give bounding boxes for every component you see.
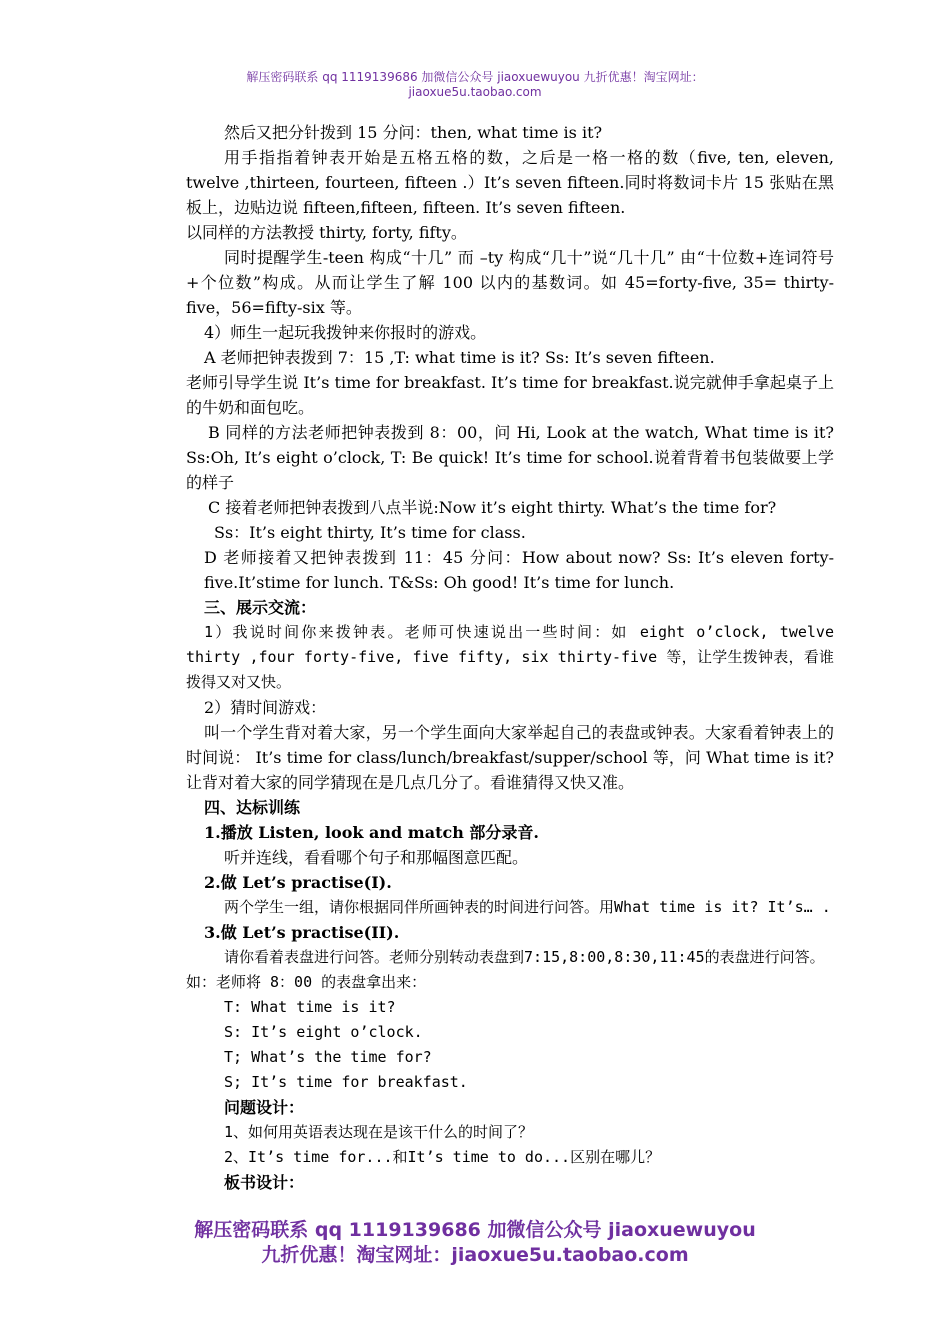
section-heading: 三、展示交流： bbox=[204, 598, 317, 617]
document-body bbox=[186, 120, 834, 1195]
paragraph: 同时提醒学生-teen 构成“十几” 而 –ty 构成“几十”说“几十几” 由“十位数+连词符号+个位数”构成。从而让学生了解 100 以内的基数词。如 45=forty-five, 35= thirty-five，56=fifty-six 等。 bbox=[186, 248, 834, 317]
dialogue-line: T: What time is it? bbox=[224, 998, 396, 1016]
dialogue-line: S; It’s time for breakfast. bbox=[224, 1073, 468, 1091]
dialogue-line: S: It’s eight o’clock. bbox=[224, 1023, 423, 1041]
section-heading: 板书设计： bbox=[224, 1173, 305, 1192]
footer-line-1: 解压密码联系 qq 1119139686 加微信公众号 jiaoxuewuyou bbox=[194, 1219, 756, 1241]
paragraph: Ss：It’s eight thirty, It’s time for class. bbox=[214, 523, 526, 542]
paragraph: 4）师生一起玩我拨钟来你报时的游戏。 bbox=[204, 323, 487, 342]
paragraph: 1）我说时间你来拨钟表。老师可快速说出一些时间：如 eight o’clock, twelve thirty ,four forty-five, five fifty, six thirty-five 等，让学生拨钟表，看谁拨得又对又快。 bbox=[186, 623, 834, 691]
paragraph: C 接着老师把钟表拨到八点半说:Now it’s eight thirty. What’s the time for? bbox=[208, 498, 777, 517]
section-heading: 四、达标训练 bbox=[204, 798, 301, 817]
section-heading: 问题设计： bbox=[224, 1098, 305, 1117]
paragraph: 老师引导学生说 It’s time for breakfast. It’s time for breakfast.说完就伸手拿起桌子上的牛奶和面包吃。 bbox=[186, 373, 834, 417]
header-line-2: jiaoxue5u.taobao.com bbox=[408, 85, 542, 99]
paragraph: 听并连线，看看哪个句子和那幅图意匹配。 bbox=[224, 848, 529, 867]
header-line-1: 解压密码联系 qq 1119139686 加微信公众号 jiaoxuewuyou 九折优惠！淘宝网址： bbox=[246, 70, 704, 84]
paragraph: 叫一个学生背对着大家，另一个学生面向大家举起自己的表盘或钟表。大家看着钟表上的时间说： It’s time for class/lunch/breakfast/supper/school 等，问 What time is it?让背对着大家的同学猜现在是几点几分了。看谁猜得又快又准。 bbox=[186, 723, 834, 792]
paragraph: 2）猜时间游戏： bbox=[204, 698, 327, 717]
task-title: 1.播放 Listen, look and match 部分录音. bbox=[204, 823, 539, 842]
paragraph: A 老师把钟表拨到 7：15 ,T: what time is it? Ss: It’s seven fifteen. bbox=[204, 348, 715, 367]
paragraph: D 老师接着又把钟表拨到 11：45 分问：How about now? Ss: It’s eleven forty-five.It’stime for lunch. T&Ss: Oh good! It’s time for lunch. bbox=[204, 548, 834, 592]
paragraph: 以同样的方法教授 thirty, forty, fifty。 bbox=[186, 223, 467, 242]
paragraph: 请你看着表盘进行问答。老师分别转动表盘到7:15,8:00,8:30,11:45的表盘进行问答。如：老师将 8：00 的表盘拿出来： bbox=[186, 948, 825, 991]
question-item: 1、如何用英语表达现在是该干什么的时间了？ bbox=[224, 1123, 534, 1141]
paragraph: 用手指指着钟表开始是五格五格的数，之后是一格一格的数（five, ten, eleven, twelve ,thirteen, fourteen, fifteen .）It’s seven fifteen.同时将数词卡片 15 张贴在黑板上，边贴边说 fifteen,fifteen, fifteen. It’s seven fifteen. bbox=[186, 148, 834, 217]
footer-line-2: 九折优惠！淘宝网址：jiaoxue5u.taobao.com bbox=[261, 1244, 689, 1266]
paragraph: 然后又把分针拨到 15 分问：then, what time is it? bbox=[224, 123, 603, 142]
task-title: 2.做 Let’s practise(I). bbox=[204, 873, 392, 892]
page-footer bbox=[0, 1218, 950, 1268]
paragraph: 两个学生一组，请你根据同伴所画钟表的时间进行问答。用What time is it? It’s… . bbox=[224, 898, 831, 916]
question-item: 2、It’s time for...和It’s time to do...区别在哪儿？ bbox=[224, 1148, 661, 1166]
dialogue-line: T; What’s the time for? bbox=[224, 1048, 432, 1066]
page-header bbox=[0, 70, 950, 100]
task-title: 3.做 Let’s practise(II). bbox=[204, 923, 400, 942]
paragraph: B 同样的方法老师把钟表拨到 8：00，问 Hi, Look at the watch, What time is it? Ss:Oh, It’s eight o’clock, T: Be quick! It’s time for school.说着背着书包装做要上学的样子 bbox=[186, 423, 834, 492]
